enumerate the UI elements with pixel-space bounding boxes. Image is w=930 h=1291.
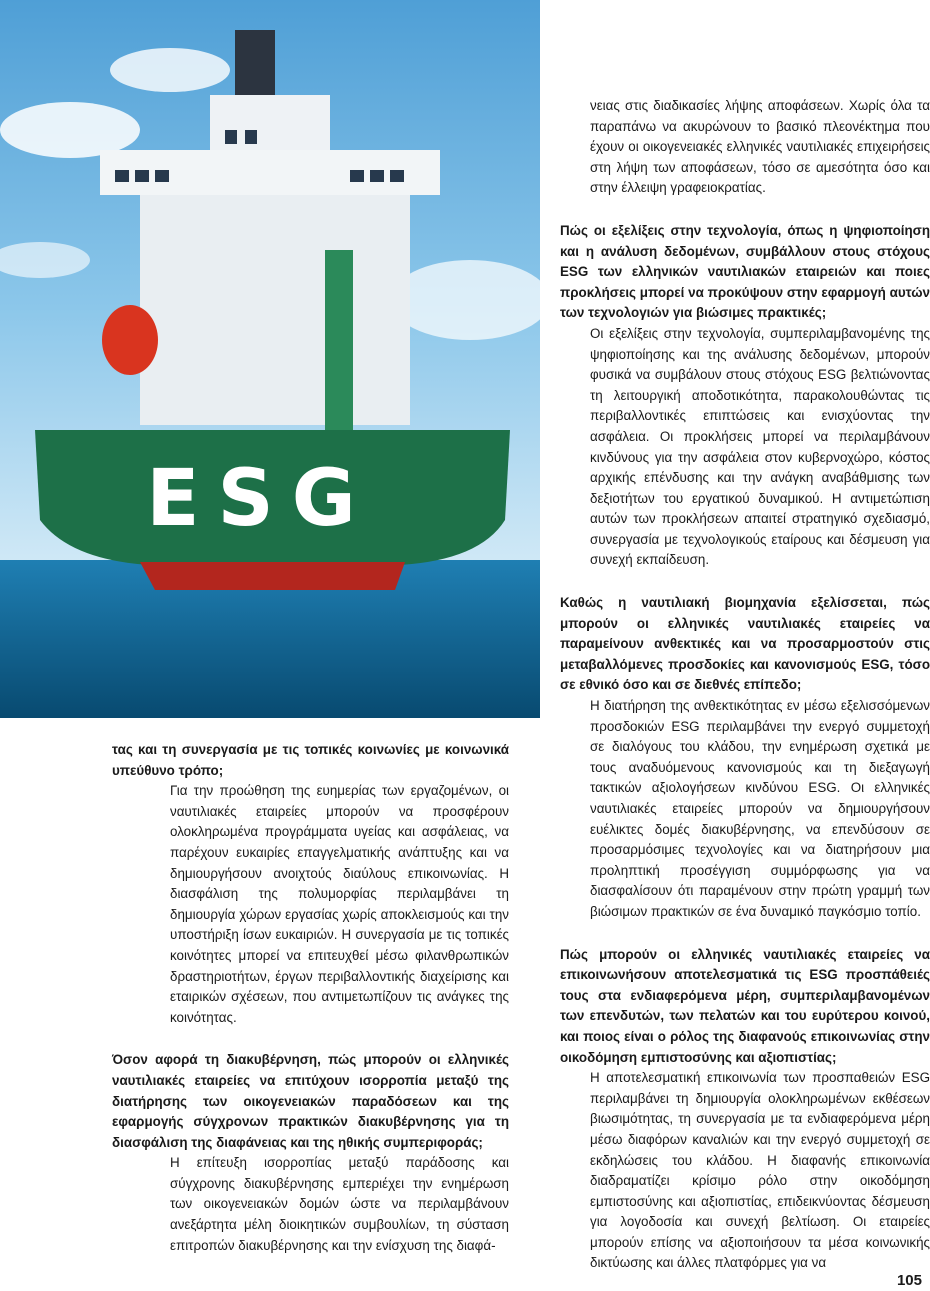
answer-text: Η αποτελεσματική επικοινωνία των προσπαθειών ESG περιλαμβάνει τη δημιουργία ολοκληρωμένων εκθέσεων βιωσιμότητας, τη συνεργασία με τα ενδιαφερόμενα μέρη μέσω διαφόρων καναλιών και την ενεργό συμμετοχή σε εκδηλώσεις του κλάδου. Η διαφανής επικοινωνία διαδραματίζει κρίσιμο ρόλο στην οικοδόμηση εμπιστοσύνης και αξιοπιστίας, επιδεικνύοντας δέσμευση για λογοδοσία και συνεχή βελτίωση. Οι εταιρείες μπορούν επίσης να αξιοποιήσουν τα μέσα κοινωνικής δικτύωσης και άλλες πλατφόρμες για να <box>590 1070 930 1271</box>
ship-photo <box>0 0 540 718</box>
question-text: τας και τη συνεργασία με τις τοπικές κοινωνίες με κοινωνικά υπεύθυνο τρόπο; <box>112 742 509 778</box>
right-column <box>560 96 930 1274</box>
question-text: Πώς οι εξελίξεις στην τεχνολογία, όπως η ψηφιοποίηση και η ανάλυση δεδομένων, συμβάλλουν στους στόχους ESG των ελληνικών ναυτιλιακών εταιρειών και ποιες προκλήσεις μπορεί να προκύψουν στην εφαρμογή αυτών των τεχνολογιών για βιώσιμες πρακτικές; <box>560 222 930 321</box>
continuation-text: νειας στις διαδικασίες λήψης αποφάσεων. Χωρίς όλα τα παραπάνω να ακυρώνουν το βασικό πλεονέκτημα που έχουν οι οικογενειακές ελληνικές ναυτιλιακές επιχειρήσεις στη λήψη των αποφάσεων, τόσο σε αμεσότητα όσο και στην έλλειψη γραφειοκρατίας. <box>590 98 930 196</box>
page-number: 105 <box>896 1272 922 1289</box>
answer-text: Η επίτευξη ισορροπίας μεταξύ παράδοσης και σύγχρονης διακυβέρνησης εμπεριέχει την ενημέρωση των οικογενειακών δομών ώστε να περιλαμβάνουν ανεξάρτητα μέλη διοικητικών συμβουλίων, τη σύσταση επιτροπών διακυβέρνησης και την ενίσχυση της διαφά- <box>170 1155 509 1253</box>
answer-text: Η διατήρηση της ανθεκτικότητας εν μέσω εξελισσόμενων προσδοκιών ESG περιλαμβάνει την ενεργό συμμετοχή σε διαλόγους του κλάδου, την ενημέρωση σχετικά με τους αναδυόμενους κανονισμούς και τη διεξαγωγή τακτικών αξιολογήσεων κινδύνου ESG. Οι ελληνικές ναυτιλιακές εταιρείες μπορούν να δημιουργήσουν ευέλικτες δομές διακυβέρνησης, να επενδύσουν σε προσαρμόσιμες τεχνολογίες και να διατηρήσουν μια προληπτική προσέγγιση συμμόρφωσης για να διασφαλίσουν ότι παραμένουν στην πρώτη γραμμή των βιώσιμων πρακτικών σε ένα δυναμικό παγκόσμιο τοπίο. <box>590 698 930 919</box>
ship-illustration <box>0 0 540 718</box>
left-column <box>112 740 509 1256</box>
question-text: Όσον αφορά τη διακυβέρνηση, πώς μπορούν οι ελληνικές ναυτιλιακές εταιρείες να επιτύχουν ισορροπία μεταξύ της διατήρησης των οικογενειακών παραδόσεων και της εφαρμογής σύγχρονων πρακτικών διακυβέρνησης για τη διασφάλιση της διαφάνειας και της ηθικής συμπεριφοράς; <box>112 1052 509 1150</box>
question-text: Καθώς η ναυτιλιακή βιομηχανία εξελίσσεται, πώς μπορούν οι ελληνικές ναυτιλιακές εταιρείες να παραμείνουν ανθεκτικές και να προσαρμοστούν στις μεταβαλλόμενες προσδοκίες και κανονισμούς ESG, τόσο σε εθνικό όσο και σε διεθνές επίπεδο; <box>560 595 930 693</box>
hull-esg-text: ESG <box>146 454 374 544</box>
answer-text: Οι εξελίξεις στην τεχνολογία, συμπεριλαμβανομένης της ψηφιοποίησης και της ανάλυσης δεδομένων, μπορούν φυσικά να συμβάλουν στους στόχους ESG βελτιώνοντας τη λειτουργική αποδοτικότητα, παρακολουθώντας τις περιβαλλοντικές επιπτώσεις και ενισχύοντας την ασφάλεια. Οι προκλήσεις μπορεί να περιλαμβάνουν κινδύνους για την ασφάλεια στον κυβερνοχώρο, κόστος αρχικής επένδυσης και την ανάγκη αναβάθμισης των δεξιοτήτων του εργατικού δυναμικού. Η αντιμετώπιση αυτών των προκλήσεων απαιτεί στρατηγικό σχεδιασμό, συνεργασία με τεχνολογικούς εταίρους και δέσμευση για συνεχή εκπαίδευση. <box>590 325 930 568</box>
answer-text: Για την προώθηση της ευημερίας των εργαζομένων, οι ναυτιλιακές εταιρείες μπορούν να προσφέρουν ολοκληρωμένα προγράμματα υγείας και ασφάλειας, να παρέχουν ευκαιρίες επαγγελματικής ανάπτυξης και να δημιουργήσουν ανοιχτούς διαύλους επικοινωνίας. Η διασφάλιση της πολυμορφίας περιλαμβάνει τη δημιουργία χώρων εργασίας χωρίς αποκλεισμούς και την υποστήριξη ίσων ευκαιριών. Η συνεργασία με τις τοπικές κοινότητες μπορεί να επιτευχθεί μέσω φιλανθρωπικών δραστηριοτήτων, έργων περιβαλλοντικής διαχείρισης και εταιρικών σχέσεων, που αντιμετωπίζουν τις ανάγκες της κοινότητας. <box>170 783 509 1025</box>
question-text: Πώς μπορούν οι ελληνικές ναυτιλιακές εταιρείες να επικοινωνήσουν αποτελεσματικά τις ESG προσπάθειές τους στα ενδιαφερόμενα μέρη, συμπεριλαμβανομένων των επενδυτών, των πελατών και του ευρύτερου κοινού, και ποιος είναι ο ρόλος της διαφανούς επικοινωνίας στην οικοδόμηση εμπιστοσύνης και αξιοπιστίας; <box>560 946 930 1065</box>
